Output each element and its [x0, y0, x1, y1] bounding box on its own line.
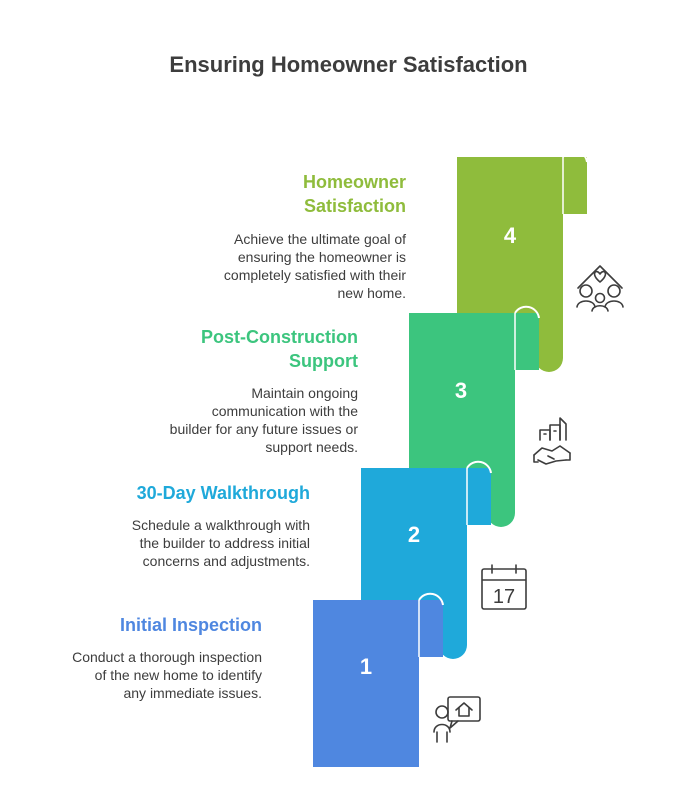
step-2-description: Schedule a walkthrough with the builder to address initial concerns and adjustments.	[131, 517, 310, 569]
step-2-number: 2	[407, 522, 421, 547]
step-1-description: Conduct a thorough inspection of the new home to identify any immediate issues.	[72, 649, 262, 701]
step-1-heading: Initial Inspection	[119, 615, 262, 635]
person-home-chat-icon	[434, 697, 480, 742]
step-1-banner	[313, 594, 443, 767]
step-4-heading: Homeowner Satisfaction	[302, 172, 406, 216]
calendar-icon	[482, 565, 526, 609]
handshake-building-icon	[534, 418, 570, 464]
step-3-description: Maintain ongoing communication with the builder for any future issues or support needs.	[169, 385, 358, 455]
step-3-heading: Post-Construction Support	[201, 327, 358, 371]
step-2-heading: 30-Day Walkthrough	[136, 483, 310, 503]
step-4-number: 4	[503, 223, 517, 248]
happy-family-home-icon	[577, 266, 623, 311]
step-1-number: 1	[359, 654, 373, 679]
step-4-description: Achieve the ultimate goal of ensuring the homeowner is completely satisfied with their new home.	[223, 231, 406, 301]
page-title: Ensuring Homeowner Satisfaction	[169, 52, 528, 77]
calendar-day: 17	[492, 586, 516, 608]
step-3-number: 3	[454, 378, 468, 403]
